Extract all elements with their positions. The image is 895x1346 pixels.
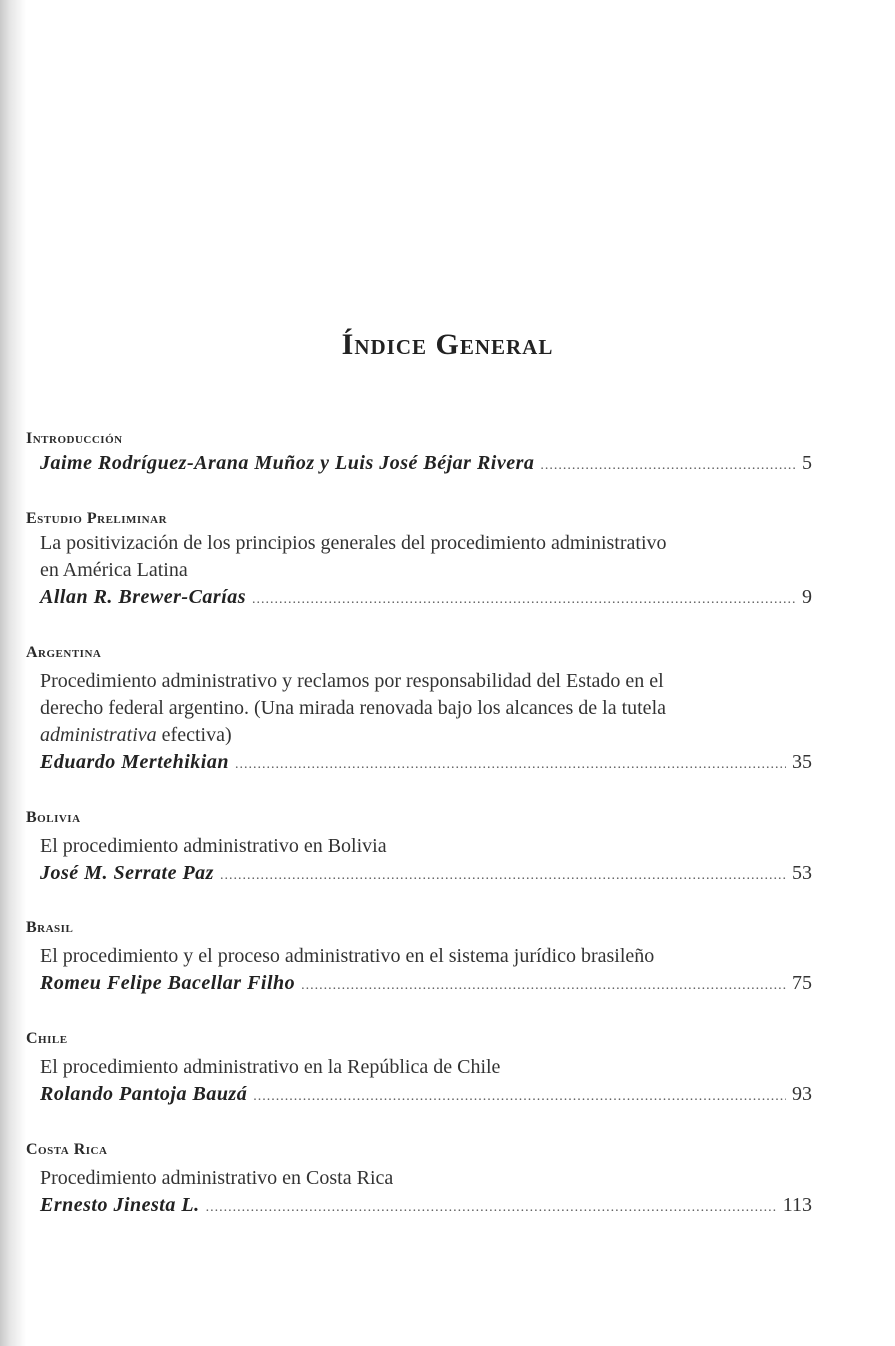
entry-page-number: 9 — [802, 586, 812, 608]
dot-leader — [220, 862, 786, 889]
entry-author: Ernesto Jinesta L. — [40, 1194, 200, 1216]
entry-title-line: El procedimiento y el proceso administrativo en el sistema jurídico brasileño — [40, 945, 655, 967]
toc-section-estudio-preliminar — [26, 508, 812, 642]
entry-page-number: 75 — [792, 972, 812, 994]
entry-title-line: derecho federal argentino. (Una mirada renovada bajo los alcances de la tutela — [40, 697, 666, 719]
toc-section-brasil — [26, 917, 812, 1028]
toc-section-introduccion — [26, 428, 812, 508]
section-heading: Costa Rica — [26, 1141, 108, 1158]
entry-page-number: 5 — [802, 452, 812, 474]
section-heading: Introducción — [26, 430, 123, 447]
toc-section-argentina — [26, 642, 812, 807]
toc-entry[interactable] — [26, 1192, 812, 1221]
toc-entry[interactable] — [26, 1081, 812, 1110]
entry-author: Eduardo Mertehikian — [40, 751, 229, 773]
table-of-contents — [26, 428, 812, 1249]
entry-page-number: 53 — [792, 862, 812, 884]
toc-section-chile — [26, 1028, 812, 1139]
page-title: Índice General — [341, 328, 554, 361]
toc-entry[interactable] — [26, 450, 812, 479]
dot-leader — [301, 972, 786, 999]
section-heading: Bolivia — [26, 809, 81, 826]
entry-title-line: Procedimiento administrativo y reclamos por responsabilidad del Estado en el — [40, 670, 664, 692]
toc-entry[interactable] — [26, 749, 812, 778]
toc-entry[interactable] — [26, 970, 812, 999]
toc-section-bolivia — [26, 807, 812, 917]
dot-leader — [235, 751, 786, 778]
entry-title-line: El procedimiento administrativo en Bolivia — [40, 835, 387, 857]
section-heading: Estudio Preliminar — [26, 510, 168, 527]
dot-leader — [540, 452, 796, 479]
toc-section-costa-rica — [26, 1139, 812, 1249]
entry-title-line: El procedimiento administrativo en la República de Chile — [40, 1056, 501, 1078]
entry-title-line: La positivización de los principios generales del procedimiento administrativo — [40, 532, 667, 554]
entry-title-line: en América Latina — [40, 559, 188, 581]
entry-title-line: Procedimiento administrativo en Costa Rica — [40, 1167, 394, 1189]
page-edge-shadow — [0, 0, 26, 1346]
entry-author: Romeu Felipe Bacellar Filho — [40, 972, 296, 994]
section-heading: Argentina — [26, 644, 102, 661]
entry-page-number: 35 — [792, 751, 812, 773]
entry-page-number: 93 — [792, 1083, 812, 1105]
dot-leader — [253, 1083, 786, 1110]
dot-leader — [206, 1194, 777, 1221]
section-heading: Chile — [26, 1030, 68, 1047]
entry-author: Rolando Pantoja Bauzá — [40, 1083, 248, 1105]
section-heading: Brasil — [26, 919, 74, 936]
entry-author: José M. Serrate Paz — [40, 862, 214, 884]
dot-leader — [252, 586, 796, 613]
toc-entry[interactable] — [26, 860, 812, 889]
entry-author: Jaime Rodríguez-Arana Muñoz y Luis José Béjar Rivera — [40, 452, 535, 474]
entry-page-number: 113 — [782, 1194, 812, 1216]
entry-title-italic: administrativa — [40, 724, 157, 746]
entry-title-rest: efectiva) — [156, 724, 232, 746]
entry-title-line — [26, 722, 812, 749]
toc-entry[interactable] — [26, 584, 812, 613]
entry-author: Allan R. Brewer-Carías — [40, 586, 247, 608]
